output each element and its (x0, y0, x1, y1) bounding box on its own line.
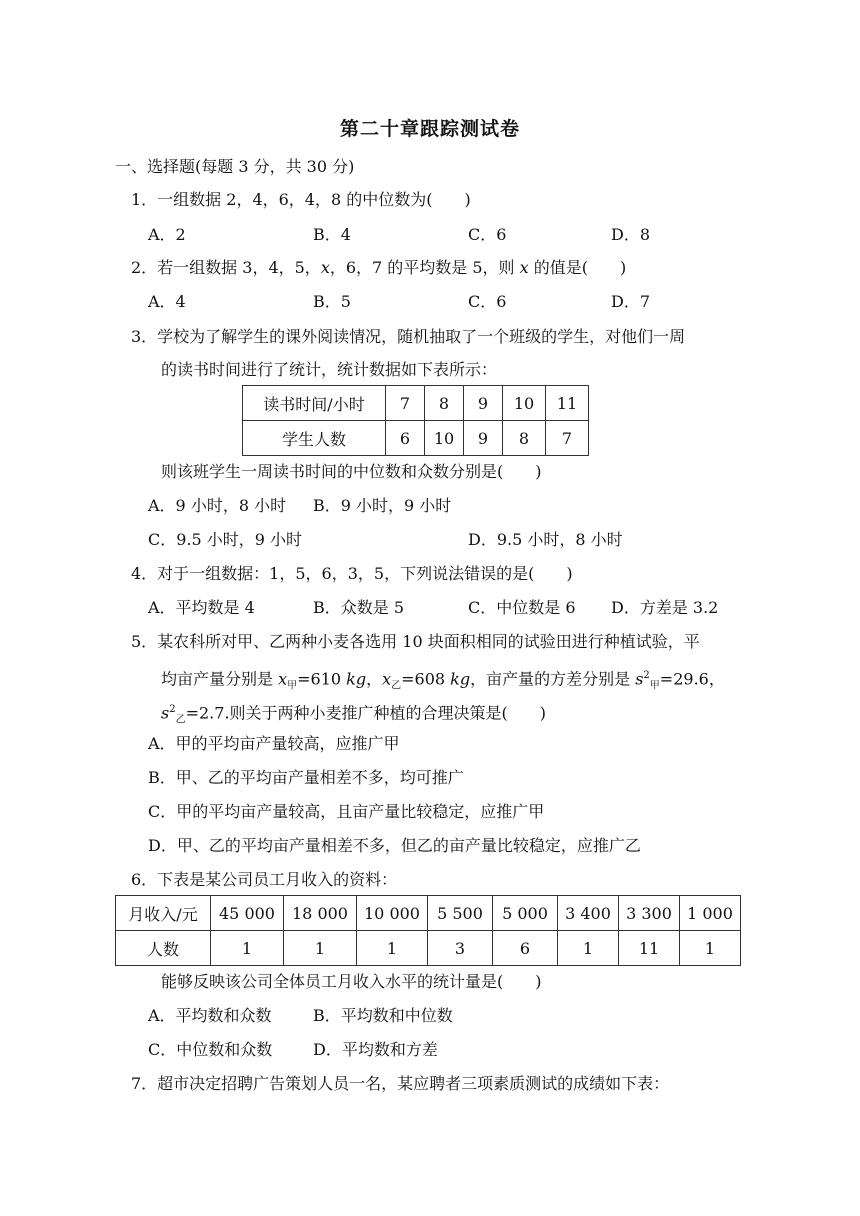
question-5-stem-line2 (161, 665, 725, 698)
table-cell: 1 (680, 931, 741, 966)
q2-stem-part: 2．若一组数据 3，4，5， (131, 258, 321, 277)
q4-option-a[interactable]: A．平均数是 4 (148, 598, 255, 617)
table-cell: 1 000 (680, 896, 741, 931)
q5-text: =608 (401, 669, 451, 689)
q4-option-c[interactable]: C．中位数是 6 (468, 598, 576, 617)
q6-followup: 能够反映该公司全体员工月收入水平的统计量是( ) (161, 972, 542, 991)
question-1-stem: 1．一组数据 2，4，6，4，8 的中位数为( ) (131, 190, 471, 209)
q6-option-a[interactable]: A．平均数和众数 (148, 1006, 272, 1025)
q2-stem-part: ，6，7 的平均数是 5，则 (329, 258, 520, 277)
question-3-stem-line2: 的读书时间进行了统计，统计数据如下表所示： (161, 360, 498, 379)
q6-option-c[interactable]: C．中位数和众数 (148, 1040, 273, 1059)
table-cell: 11 (619, 931, 680, 966)
table-row (116, 896, 741, 931)
q2-stem-part: 的值是( ) (528, 258, 627, 277)
table-cell: 8 (425, 386, 464, 421)
q5-subscript: 乙 (391, 680, 402, 692)
q2-variable: x (320, 258, 330, 277)
q1-option-b[interactable]: B．4 (313, 225, 351, 244)
q2-option-d[interactable]: D．7 (611, 292, 651, 311)
table-row (243, 386, 589, 421)
q5-option-d[interactable]: D．甲、乙的平均亩产量相差不多，但乙的亩产量比较稳定，应推广乙 (148, 836, 641, 855)
page-title: 第二十章跟踪测试卷 (339, 118, 520, 140)
table-cell: 3 300 (619, 896, 680, 931)
q5-text: 均亩产量分别是 (161, 669, 279, 689)
q5-option-c[interactable]: C．甲的平均亩产量较高，且亩产量比较稳定，应推广甲 (148, 802, 545, 821)
table-cell: 5 500 (428, 896, 493, 931)
table-cell: 8 (503, 421, 546, 456)
table-header-cell: 人数 (116, 931, 211, 966)
table-cell: 1 (211, 931, 284, 966)
q5-text: =610 (297, 669, 347, 689)
q5-variable: x (278, 669, 288, 689)
q5-variable: s (635, 669, 644, 689)
q5-unit: kg (450, 669, 471, 689)
q2-option-b[interactable]: B．5 (313, 292, 351, 311)
question-2-stem (131, 257, 626, 279)
table-cell: 7 (386, 386, 425, 421)
table-header-cell: 读书时间/小时 (243, 386, 386, 421)
q5-option-a[interactable]: A．甲的平均亩产量较高，应推广甲 (148, 734, 400, 753)
table-cell: 6 (386, 421, 425, 456)
question-5-stem-line3 (161, 699, 546, 732)
table-cell: 10 (503, 386, 546, 421)
q5-text: =29.6， (659, 669, 725, 689)
table-cell: 1 (357, 931, 428, 966)
q1-option-d[interactable]: D．8 (611, 225, 651, 244)
q1-option-c[interactable]: C．6 (468, 225, 507, 244)
table-cell: 3 (428, 931, 493, 966)
q2-option-a[interactable]: A．4 (148, 292, 186, 311)
q5-option-b[interactable]: B．甲、乙的平均亩产量相差不多，均可推广 (148, 768, 464, 787)
q5-variable: x (382, 669, 392, 689)
q5-subscript: 乙 (175, 714, 186, 726)
q5-subscript: 甲 (287, 680, 298, 692)
table-row (243, 421, 589, 456)
table-cell: 9 (464, 421, 503, 456)
table-cell: 3 400 (558, 896, 619, 931)
q5-text: ， (366, 669, 383, 689)
table-cell: 45 000 (211, 896, 284, 931)
table-cell: 1 (284, 931, 357, 966)
question-7-stem: 7．超市决定招聘广告策划人员一名，某应聘者三项素质测试的成绩如下表： (131, 1074, 670, 1093)
q5-superscript: 2 (643, 670, 650, 681)
table-cell: 6 (493, 931, 558, 966)
q3-reading-table (242, 385, 589, 456)
q5-variable: s (161, 703, 170, 723)
q5-text: ，亩产量的方差分别是 (470, 669, 636, 689)
q4-option-b[interactable]: B．众数是 5 (313, 598, 405, 617)
q5-subscript: 甲 (649, 680, 660, 692)
table-cell: 1 (558, 931, 619, 966)
q2-variable: x (519, 258, 529, 277)
q3-option-d[interactable]: D．9.5 小时，8 小时 (468, 530, 623, 549)
q3-option-a[interactable]: A．9 小时，8 小时 (148, 496, 287, 515)
q4-option-d[interactable]: D．方差是 3.2 (611, 598, 719, 617)
q2-option-c[interactable]: C．6 (468, 292, 507, 311)
q5-unit: kg (346, 669, 367, 689)
table-header-cell: 月收入/元 (116, 896, 211, 931)
q5-superscript: 2 (169, 704, 176, 715)
table-cell: 9 (464, 386, 503, 421)
question-5-stem-line1: 5．某农科所对甲、乙两种小麦各选用 10 块面积相同的试验田进行种植试验，平 (131, 632, 700, 651)
question-4-stem: 4．对于一组数据：1，5，6，3，5，下列说法错误的是( ) (131, 564, 573, 583)
table-cell: 11 (546, 386, 589, 421)
q5-text: =2.7.则关于两种小麦推广种植的合理决策是( ) (185, 703, 547, 723)
q6-option-b[interactable]: B．平均数和中位数 (313, 1006, 453, 1025)
table-cell: 18 000 (284, 896, 357, 931)
q3-followup: 则该班学生一周读书时间的中位数和众数分别是( ) (161, 462, 542, 481)
q3-option-b[interactable]: B．9 小时，9 小时 (313, 496, 452, 515)
q1-option-a[interactable]: A．2 (148, 225, 186, 244)
q6-income-table (115, 895, 741, 966)
table-cell: 7 (546, 421, 589, 456)
section-heading: 一、选择题(每题 3 分，共 30 分) (115, 157, 355, 176)
q3-option-c[interactable]: C．9.5 小时，9 小时 (148, 530, 303, 549)
table-row (116, 931, 741, 966)
table-cell: 10 000 (357, 896, 428, 931)
table-header-cell: 学生人数 (243, 421, 386, 456)
question-3-stem-line1: 3．学校为了解学生的课外阅读情况，随机抽取了一个班级的学生，对他们一周 (131, 327, 686, 346)
table-cell: 10 (425, 421, 464, 456)
question-6-stem: 6．下表是某公司员工月收入的资料： (131, 870, 398, 889)
q6-option-d[interactable]: D．平均数和方差 (313, 1040, 438, 1059)
table-cell: 5 000 (493, 896, 558, 931)
